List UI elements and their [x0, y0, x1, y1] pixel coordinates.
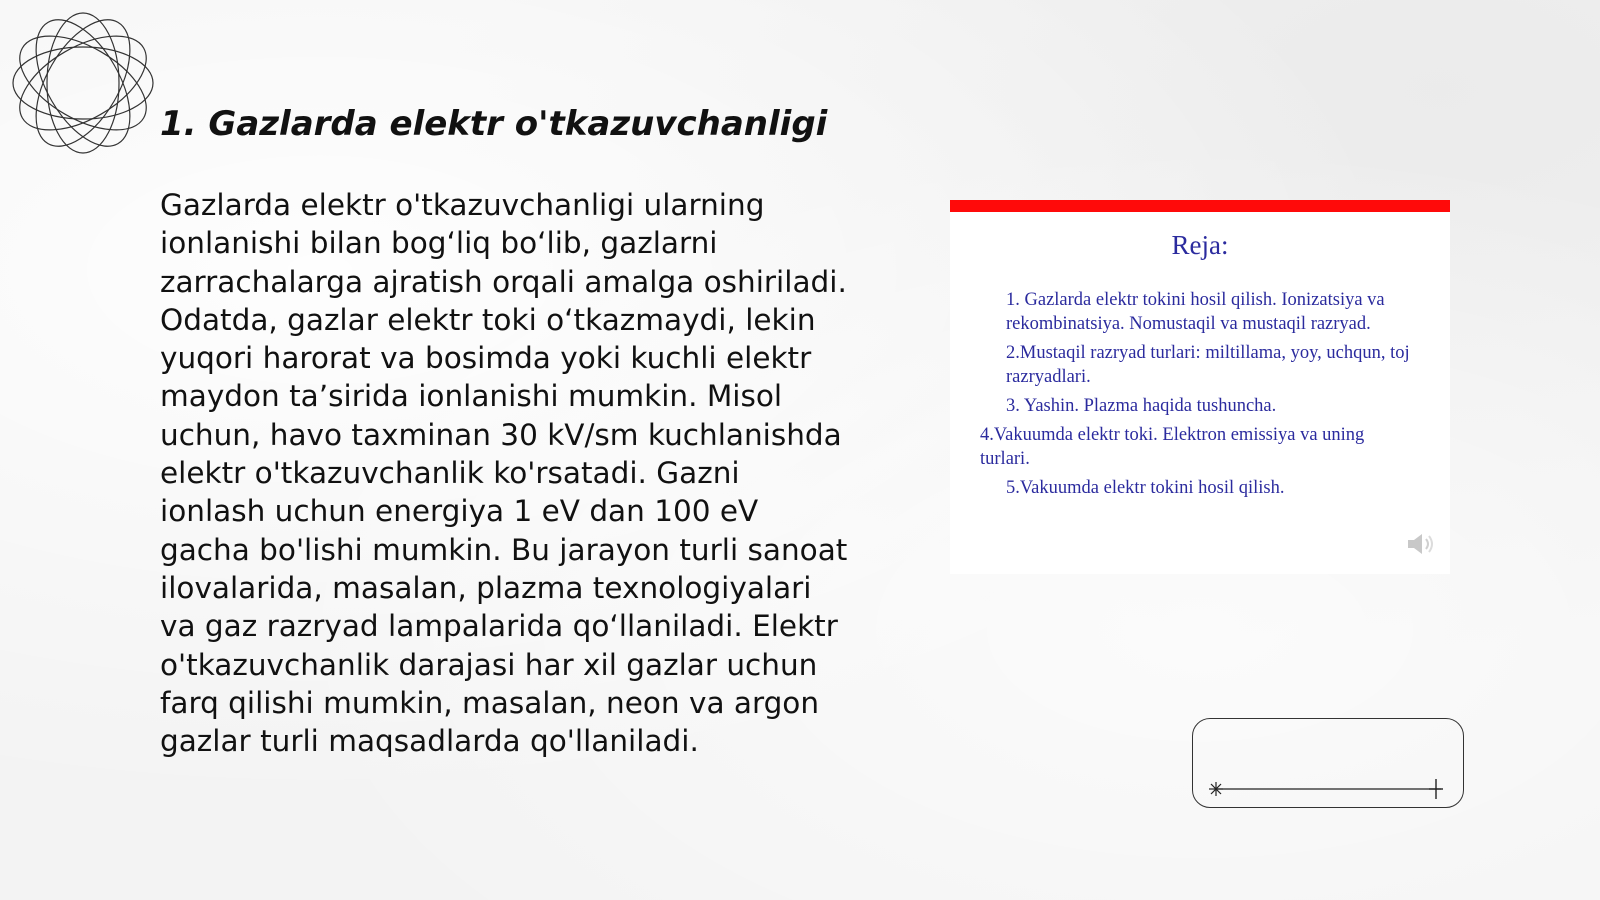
discharge-tube-diagram: [1192, 718, 1464, 808]
speaker-icon[interactable]: [1404, 530, 1436, 558]
slide-title: 1. Gazlarda elektr o'tkazuvchanligi: [160, 104, 828, 144]
plan-item: 2.Mustaqil razryad turlari: miltillama, yoy, uchqun, toj razryadlari.: [1006, 343, 1410, 387]
plan-item: 4.Vakuumda elektr toki. Elektron emissiya va uning turlari.: [980, 425, 1365, 469]
plan-item: 5.Vakuumda elektr tokini hosil qilish.: [1006, 478, 1285, 498]
plan-slide-image: [950, 200, 1450, 574]
discharge-tube-icon: [1193, 719, 1465, 809]
orbital-rings-logo: [8, 8, 158, 158]
plan-heading: Reja:: [1171, 230, 1229, 260]
plan-item: 3. Yashin. Plazma haqida tushuncha.: [1006, 396, 1277, 416]
plan-item: 1. Gazlarda elektr tokini hosil qilish. Ionizatsiya va rekombinatsiya. Nomustaqil va mustaqil razryad.: [1006, 290, 1385, 334]
plan-list: [980, 288, 1410, 505]
slide-body-text: Gazlarda elektr o'tkazuvchanligi ularning ionlanishi bilan bog‘liq bo‘lib, gazlarni zarrachalarga ajratish orqali amalga oshiriladi. Odatda, gazlar elektr toki o‘tkazmaydi, lekin yuqori harorat va bosimda yoki kuchli elektr maydon ta’sirida ionlanishi mumkin. Misol uchun, havo taxminan 30 kV/sm kuchlanishda elektr o'tkazuvchanlik ko'rsatadi. Gazni ionlash uchun energiya 1 eV dan 100 eV gacha bo'lishi mumkin. Bu jarayon turli sanoat ilovalarida, masalan, plazma texnologiyalari va gaz razryad lampalarida qo‘llaniladi. Elektr o'tkazuvchanlik darajasi har xil gazlar uchun farq qilishi mumkin, masalan, neon va argon gazlar turli maqsadlarda qo'llaniladi.: [160, 188, 848, 759]
red-accent-bar: [950, 200, 1450, 212]
